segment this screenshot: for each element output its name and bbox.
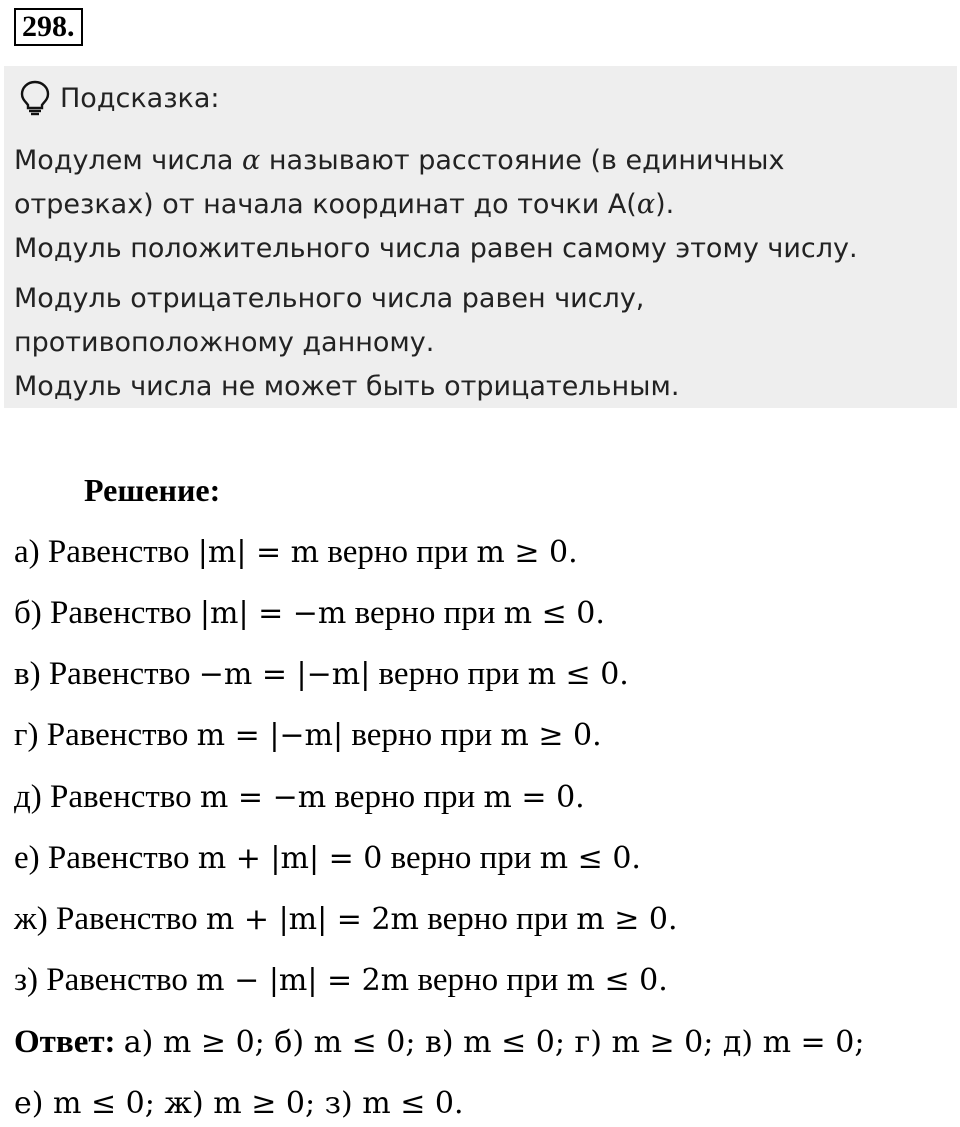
alpha-symbol: α bbox=[636, 189, 656, 220]
hint-title: Подсказка: bbox=[60, 82, 220, 114]
hint-line-6: Модуль числа не может быть отрицательным. bbox=[14, 371, 680, 402]
item-expression: m − |m| = 2m bbox=[196, 963, 410, 998]
item-condition: m = 0. bbox=[483, 780, 585, 815]
item-expression: m = |−m| bbox=[196, 718, 344, 753]
item-expression: m = −m bbox=[199, 780, 327, 815]
hint-line-5: противоположному данному. bbox=[14, 327, 435, 358]
solution-item bbox=[14, 777, 585, 818]
answer-label: Ответ: bbox=[14, 1024, 116, 1060]
task-number: 298. bbox=[14, 8, 83, 46]
solution-item bbox=[14, 593, 605, 634]
hint-line-1 bbox=[14, 144, 784, 178]
item-middle: верно при bbox=[346, 595, 504, 631]
item-label: в) Равенство bbox=[14, 656, 199, 692]
solution-item bbox=[14, 532, 578, 573]
item-condition: m ≤ 0. bbox=[539, 841, 641, 876]
solution-item bbox=[14, 715, 602, 756]
item-condition: m ≥ 0. bbox=[576, 902, 678, 937]
item-middle: верно при bbox=[326, 779, 484, 815]
alpha-symbol: α bbox=[242, 145, 261, 176]
solution-item bbox=[14, 899, 678, 940]
hint-box bbox=[4, 66, 957, 408]
hint-line-4: Модуль отрицательного числа равен числу, bbox=[14, 283, 645, 314]
item-label: з) Равенство bbox=[14, 962, 197, 998]
solution-item bbox=[14, 960, 668, 1001]
solution-title: Решение: bbox=[84, 472, 221, 508]
item-middle: верно при bbox=[343, 717, 501, 753]
solution-item bbox=[14, 654, 629, 695]
item-label: е) Равенство bbox=[14, 840, 198, 876]
lightbulb-icon bbox=[20, 80, 50, 116]
item-label: д) Равенство bbox=[14, 779, 200, 815]
hint-text: отрезках) от начала координат до точки А( bbox=[14, 189, 637, 220]
item-condition: m ≥ 0. bbox=[500, 718, 602, 753]
item-middle: верно при bbox=[319, 534, 477, 570]
answer-values: е) m ≤ 0; ж) m ≥ 0; з) m ≤ 0. bbox=[14, 1086, 464, 1121]
hint-text: называют расстояние (в единичных bbox=[260, 145, 785, 176]
item-expression: −m = |−m| bbox=[198, 657, 371, 692]
item-condition: m ≤ 0. bbox=[566, 963, 668, 998]
item-middle: верно при bbox=[382, 840, 540, 876]
item-expression: |m| = m bbox=[197, 535, 320, 570]
item-middle: верно при bbox=[370, 656, 528, 692]
solution-item bbox=[14, 838, 641, 879]
answer-line-1 bbox=[14, 1022, 864, 1063]
item-label: г) Равенство bbox=[14, 717, 197, 753]
item-label: б) Равенство bbox=[14, 595, 200, 631]
hint-text: ). bbox=[655, 189, 675, 220]
hint-line-3: Модуль положительного числа равен самому этому числу. bbox=[14, 233, 858, 264]
answer-values: а) m ≥ 0; б) m ≤ 0; в) m ≤ 0; г) m ≥ 0; д) m = 0; bbox=[123, 1025, 865, 1060]
item-expression: |m| = −m bbox=[199, 596, 347, 631]
item-label: ж) Равенство bbox=[14, 901, 206, 937]
item-condition: m ≥ 0. bbox=[476, 535, 578, 570]
item-middle: верно при bbox=[409, 962, 567, 998]
hint-header bbox=[20, 80, 220, 116]
item-expression: m + |m| = 2m bbox=[205, 902, 419, 937]
hint-text: Модулем числа bbox=[14, 145, 243, 176]
item-condition: m ≤ 0. bbox=[527, 657, 629, 692]
item-middle: верно при bbox=[418, 901, 577, 937]
item-condition: m ≤ 0. bbox=[503, 596, 605, 631]
item-label: а) Равенство bbox=[14, 534, 198, 570]
item-expression: m + |m| = 0 bbox=[197, 841, 383, 876]
hint-line-2 bbox=[14, 188, 674, 222]
answer-line-2 bbox=[14, 1083, 464, 1124]
